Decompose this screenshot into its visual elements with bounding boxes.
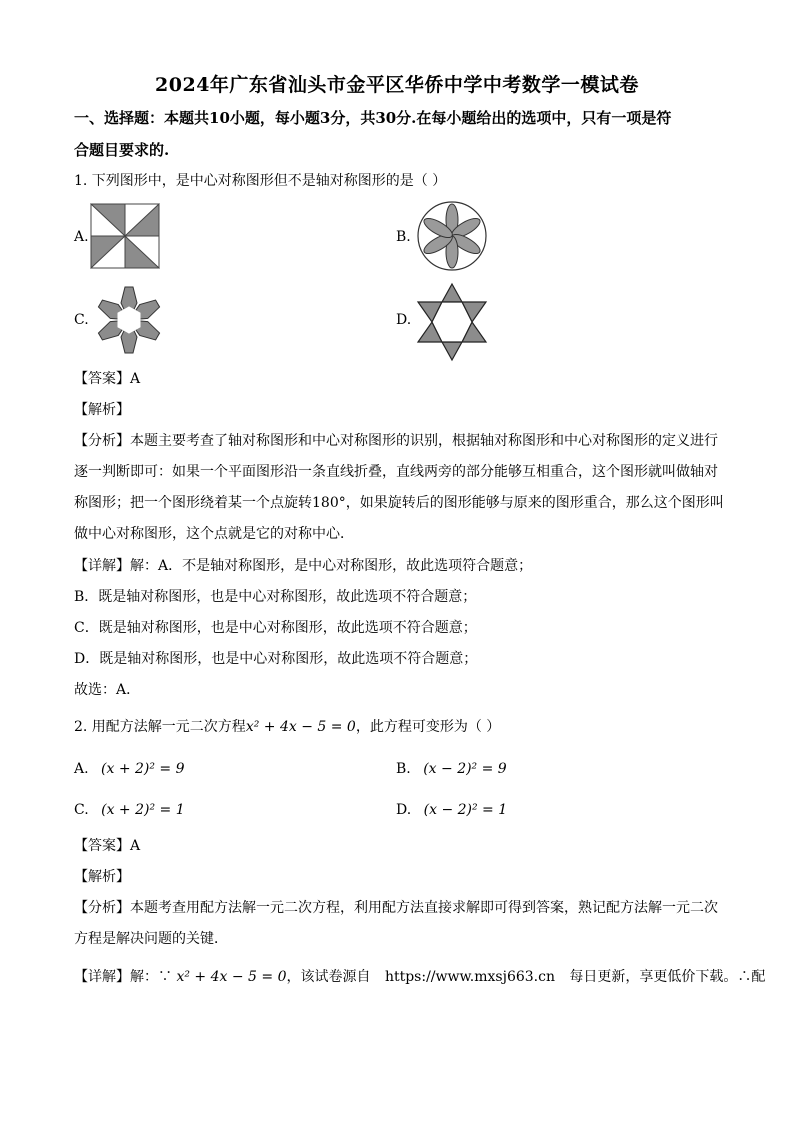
q2-option-c xyxy=(74,800,185,820)
q1-option-d-label: D. xyxy=(396,312,412,328)
q1-analysis-line-4: 做中心对称图形，这个点就是它的对称中心． xyxy=(74,526,354,542)
q2-analysis-tag: 【解析】 xyxy=(74,869,130,885)
q1-answer: 【答案】A xyxy=(74,371,141,387)
q2-detail-mid: ，该试卷源自 xyxy=(286,969,371,985)
q2-stem-post: ，此方程可变形为（ ） xyxy=(355,719,501,735)
q1-option-b-label: B. xyxy=(396,229,411,245)
q2-stem-equation: x² + 4x − 5 = 0 xyxy=(245,719,356,735)
q1-detail-line-5: 故选：A． xyxy=(74,682,141,698)
q1-option-a-pinwheel-figure xyxy=(90,203,160,269)
q1-detail-line-4: D．既是轴对称图形，也是中心对称图形，故此选项不符合题意； xyxy=(74,651,478,667)
q2-detail-post: 每日更新，享更低价下载。∴配 xyxy=(569,969,766,985)
q2-answer: 【答案】A xyxy=(74,838,141,854)
q2-stem xyxy=(74,717,500,737)
q2-detail-pre: 【详解】解： xyxy=(74,969,158,985)
q2-option-a-label: A. xyxy=(74,761,89,777)
q2-option-a xyxy=(74,759,185,779)
q2-detail-line xyxy=(74,967,765,987)
q1-option-c-label: C. xyxy=(74,312,89,328)
q1-analysis-tag: 【解析】 xyxy=(74,402,130,418)
q1-analysis-line-1: 【分析】本题主要考查了轴对称图形和中心对称图形的识别，根据轴对称图形和中心对称图形的定义进行 xyxy=(74,433,718,449)
q2-option-c-expr: (x + 2)² = 1 xyxy=(101,802,185,818)
q1-option-c-star-figure xyxy=(91,283,167,357)
q2-option-d-label: D. xyxy=(396,802,412,818)
q1-detail-line-3: C．既是轴对称图形，也是中心对称图形，故此选项不符合题意； xyxy=(74,620,477,636)
q1-analysis-line-2: 逐一判断即可：如果一个平面图形沿一条直线折叠，直线两旁的部分能够互相重合，这个图形就叫做轴对 xyxy=(74,464,718,480)
q2-stem-pre: 2. 用配方法解一元二次方程 xyxy=(74,719,246,735)
q2-option-d xyxy=(396,800,507,820)
page-title: 2024年广东省汕头市金平区华侨中学中考数学一模试卷 xyxy=(155,74,639,96)
because-symbol: ∵ xyxy=(158,969,172,985)
q2-option-b-label: B. xyxy=(396,761,411,777)
q2-option-b-expr: (x − 2)² = 9 xyxy=(423,761,507,777)
q1-detail-line-1: 【详解】解：A．不是轴对称图形，是中心对称图形，故此选项符合题意； xyxy=(74,558,533,574)
q2-option-d-expr: (x − 2)² = 1 xyxy=(423,802,508,818)
q1-option-d-hexagram-figure xyxy=(416,282,488,362)
q2-analysis-line-1: 【分析】本题考查用配方法解一元二次方程，利用配方法直接求解即可得到答案，熟记配方法解一元二次 xyxy=(74,900,718,916)
q1-option-b-flower-figure xyxy=(416,200,488,272)
q1-option-a-label: A. xyxy=(74,229,89,245)
q2-option-c-label: C. xyxy=(74,802,89,818)
q2-option-a-expr: (x + 2)² = 9 xyxy=(101,761,185,777)
q1-detail-line-2: B．既是轴对称图形，也是中心对称图形，故此选项不符合题意； xyxy=(74,589,477,605)
q1-analysis-line-3: 称图形；把一个图形绕着某一个点旋转180°，如果旋转后的图形能够与原来的图形重合，那么这个图形叫 xyxy=(74,495,724,511)
q1-stem: 1. 下列图形中，是中心对称图形但不是轴对称图形的是（ ） xyxy=(74,173,447,189)
source-link[interactable]: https://www.mxsj663.cn xyxy=(384,969,555,985)
q2-analysis-line-2: 方程是解决问题的关键． xyxy=(74,931,228,947)
q2-option-b xyxy=(396,759,507,779)
section-heading-line1: 一、选择题：本题共10小题，每小题3分，共30分.在每小题给出的选项中，只有一项是符 xyxy=(74,109,672,127)
q2-detail-equation: x² + 4x − 5 = 0 xyxy=(176,969,287,985)
section-heading-line2: 合题目要求的. xyxy=(74,141,170,159)
